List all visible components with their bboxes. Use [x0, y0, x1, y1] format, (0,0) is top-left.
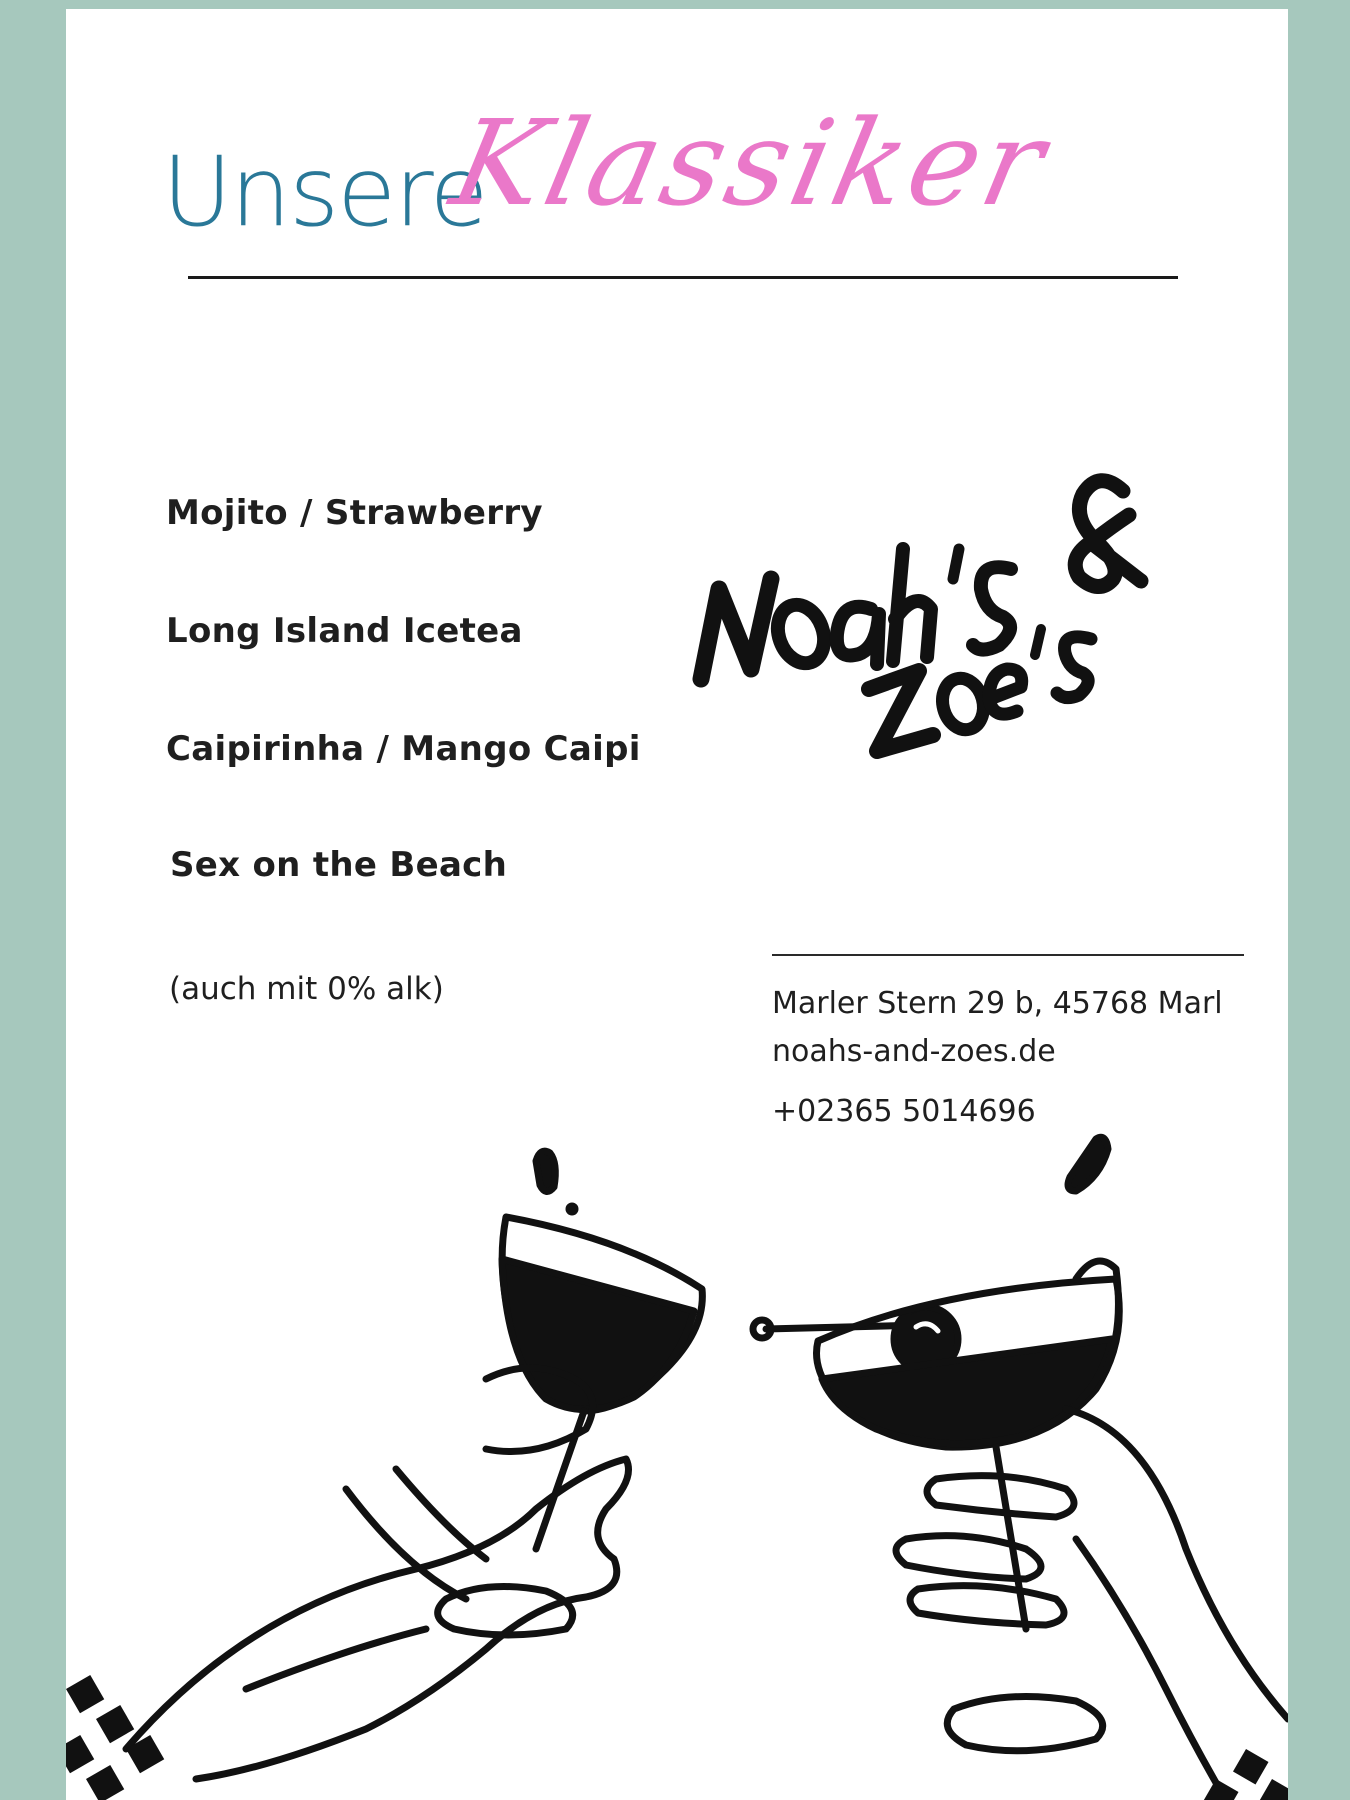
title-word-klassiker: Klassiker	[441, 94, 1060, 232]
page-title	[66, 9, 1288, 289]
left-glass-liquid	[502, 1259, 694, 1410]
contact-website[interactable]: noahs-and-zoes.de	[772, 1034, 1056, 1069]
drink-item-mojito: Mojito / Strawberry	[166, 493, 543, 533]
drink-item-long-island: Long Island Icetea	[166, 611, 523, 651]
right-cuff	[1203, 1749, 1288, 1800]
right-hand	[1066, 1409, 1288, 1719]
splash-dot-left	[569, 1206, 575, 1212]
left-cuff	[66, 1675, 164, 1800]
drink-item-caipirinha: Caipirinha / Mango Caipi	[166, 729, 641, 769]
contact-address: Marler Stern 29 b, 45768 Marl	[772, 986, 1223, 1021]
contact-phone[interactable]: +02365 5014696	[772, 1094, 1036, 1129]
splash-drop-right	[1068, 1137, 1108, 1191]
toasting-glasses-illustration	[66, 1129, 1288, 1800]
contact-divider	[772, 954, 1244, 956]
cocktail-pick-end	[753, 1320, 771, 1338]
alcohol-free-note: (auch mit 0% alk)	[169, 971, 444, 1007]
drink-item-sex-on-the-beach: Sex on the Beach	[170, 845, 508, 885]
title-word-unsere: Unsere	[162, 136, 487, 248]
right-glass-liquid	[822, 1339, 1112, 1444]
splash-drop-left	[536, 1151, 555, 1191]
logo-brush-letters	[701, 481, 1141, 751]
noahs-zoes-logo	[681, 449, 1241, 769]
menu-sheet	[66, 9, 1288, 1800]
title-divider	[188, 276, 1178, 279]
right-glass-base	[947, 1697, 1102, 1751]
